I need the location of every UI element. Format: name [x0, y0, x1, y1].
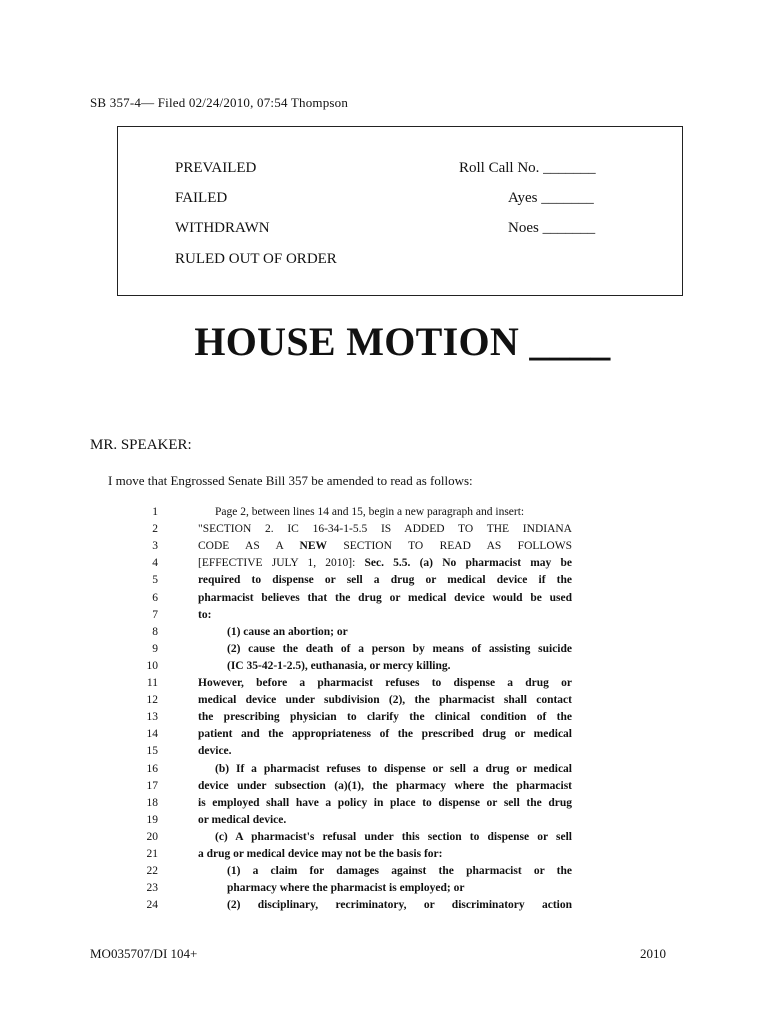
text-segment: CODE AS A: [198, 540, 300, 553]
text-line: [0, 624, 770, 641]
motion-intro: I move that Engrossed Senate Bill 357 be amended to read as follows:: [108, 473, 473, 488]
line-number: 21: [146, 848, 158, 860]
bold-segment: or medical device.: [198, 813, 287, 826]
line-text: [227, 658, 572, 675]
line-text: [198, 675, 572, 692]
bold-segment: pharmacy where the pharmacist is employed; or: [227, 882, 465, 895]
bold-segment: However, before a pharmacist refuses to dispense a drug or: [198, 677, 572, 689]
bold-segment: a drug or medical device may not be the basis for:: [198, 848, 443, 860]
line-number: 6: [152, 591, 158, 604]
document-year: 2010: [640, 946, 666, 961]
line-number: 20: [146, 830, 158, 843]
text-line: [0, 795, 770, 812]
text-line: [0, 538, 770, 555]
text-line: [0, 726, 770, 743]
line-text: [227, 641, 572, 658]
text-line: [0, 761, 770, 778]
motion-title: HOUSE MOTION ____: [194, 319, 611, 364]
option-ruled-out-of-order: RULED OUT OF ORDER: [175, 251, 337, 267]
bold-segment: (2) disciplinary, recriminatory, or discriminatory action: [227, 899, 572, 912]
line-text: [198, 692, 572, 709]
line-number: 4: [152, 557, 158, 570]
bold-segment: (2) cause the death of a person by means of assisting suicide: [227, 642, 572, 655]
line-number: 18: [146, 796, 158, 809]
text-line: [0, 709, 770, 726]
line-text: [227, 624, 572, 641]
line-text: [215, 829, 572, 846]
text-line: [0, 829, 770, 846]
line-text: [198, 778, 572, 795]
line-text: [198, 795, 572, 812]
option-prevailed: PREVAILED: [175, 160, 257, 176]
line-text: [215, 761, 572, 778]
line-text: [198, 726, 572, 743]
bold-segment: the prescribing physician to clarify the clinical condition of the: [198, 711, 572, 724]
text-line: [0, 675, 770, 692]
line-number: 17: [146, 779, 158, 792]
line-number: 22: [146, 865, 158, 878]
text-line: [0, 846, 770, 863]
bold-segment: required to dispense or sell a drug or medical device if the: [198, 574, 572, 587]
salutation: MR. SPEAKER:: [90, 437, 192, 453]
text-line: [0, 641, 770, 658]
text-line: [0, 504, 770, 521]
line-text: [227, 880, 572, 897]
line-number: 11: [146, 677, 158, 689]
line-text: [227, 863, 572, 880]
bold-segment: (1) cause an abortion; or: [227, 625, 348, 638]
text-line: [0, 778, 770, 795]
line-text: [215, 504, 572, 521]
line-text: [198, 590, 572, 607]
filing-line: SB 357-4— Filed 02/24/2010, 07:54 Thompson: [90, 95, 349, 110]
noes-count: Noes _______: [508, 220, 596, 236]
text-line: [0, 863, 770, 880]
text-segment: [EFFECTIVE JULY 1, 2010]:: [198, 557, 365, 570]
bold-segment: (c) A pharmacist's refusal under this section to dispense or sell: [215, 830, 572, 843]
bold-segment: to:: [198, 608, 212, 621]
bold-segment: Sec. 5.5. (a) No pharmacist may be: [364, 557, 572, 570]
ayes-count: Ayes _______: [508, 190, 594, 206]
bold-segment: NEW: [299, 540, 327, 553]
bold-segment: (IC 35-42-1-2.5), euthanasia, or mercy killing.: [227, 659, 451, 672]
option-withdrawn: WITHDRAWN: [175, 220, 270, 236]
text-line: [0, 521, 770, 538]
line-number: 9: [152, 642, 158, 655]
bold-segment: pharmacist believes that the drug or medical device would be used: [198, 591, 572, 604]
line-number: 23: [146, 882, 158, 895]
text-line: [0, 897, 770, 914]
line-number: 5: [152, 574, 158, 587]
line-text: [198, 812, 572, 829]
line-text: [198, 743, 572, 760]
text-line: [0, 880, 770, 897]
line-number: 8: [152, 625, 158, 638]
line-text: [227, 897, 572, 914]
text-segment: "SECTION 2. IC 16-34-1-5.5 IS ADDED TO THE INDIANA: [198, 523, 572, 536]
text-line: [0, 743, 770, 760]
line-text: [198, 521, 572, 538]
bold-segment: (1) a claim for damages against the pharmacist or the: [227, 865, 572, 878]
line-number: 14: [146, 728, 158, 741]
text-line: [0, 692, 770, 709]
line-number: 12: [146, 694, 158, 707]
text-line: [0, 607, 770, 624]
option-failed: FAILED: [175, 190, 228, 206]
text-line: [0, 555, 770, 572]
text-segment: Page 2, between lines 14 and 15, begin a new paragraph and insert:: [215, 506, 525, 518]
line-number: 16: [146, 762, 158, 775]
line-number: 19: [146, 813, 158, 826]
line-number: 24: [146, 899, 158, 912]
text-line: [0, 590, 770, 607]
text-line: [0, 572, 770, 589]
line-text: [198, 709, 572, 726]
bold-segment: medical device under subdivision (2), the pharmacist shall contact: [198, 694, 572, 707]
bold-segment: device under subsection (a)(1), the pharmacy where the pharmacist: [198, 779, 572, 792]
document-id: MO035707/DI 104+: [90, 946, 198, 961]
text-line: [0, 812, 770, 829]
bold-segment: patient and the appropriateness of the prescribed drug or medical: [198, 728, 572, 741]
line-number: 1: [152, 506, 158, 518]
vote-status-box: [117, 126, 683, 296]
line-text: [198, 555, 572, 572]
line-text: [198, 846, 572, 863]
text-segment: SECTION TO READ AS FOLLOWS: [327, 540, 572, 553]
line-text: [198, 572, 572, 589]
line-number: 13: [146, 711, 158, 724]
line-number: 7: [152, 608, 158, 621]
bold-segment: device.: [198, 745, 232, 758]
line-number: 3: [152, 540, 158, 553]
roll-call-number: Roll Call No. _______: [459, 160, 596, 176]
line-text: [198, 607, 572, 624]
bold-segment: is employed shall have a policy in place to dispense or sell the drug: [198, 796, 572, 809]
line-number: 15: [146, 745, 158, 758]
bold-segment: (b) If a pharmacist refuses to dispense or sell a drug or medical: [215, 762, 572, 775]
line-number: 10: [146, 659, 158, 672]
line-text: [198, 538, 572, 555]
text-line: [0, 658, 770, 675]
line-number: 2: [152, 523, 158, 536]
